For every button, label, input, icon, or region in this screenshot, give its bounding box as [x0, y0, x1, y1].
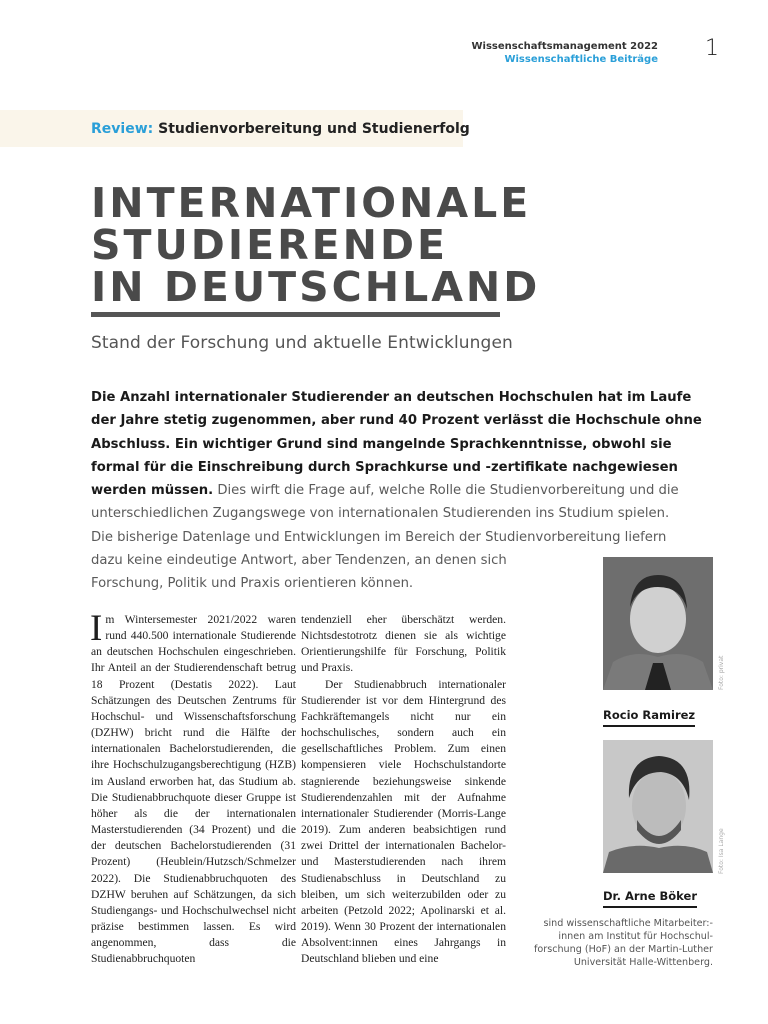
author-bio-line: Universität Halle-Wittenberg. [573, 957, 713, 968]
author-photo-rocio-ramirez [603, 557, 713, 690]
body-paragraph: tendenziell eher überschätzt werden. Nichtsdestotrotz dienen sie als wichtige Orientierungshilfe für Forschung, Politik und Praxis. [301, 613, 506, 675]
title-line-2: STUDIERENDE [91, 221, 449, 269]
body-column-2 [301, 612, 506, 967]
title-line-3: IN DEUTSCHLAND [91, 263, 541, 311]
section-name: Wissenschaftliche Beiträge [504, 54, 658, 65]
running-header [472, 40, 658, 66]
title-underline [91, 312, 500, 317]
lead-line: der Jahre stetig zugenommen, aber rund 40 Prozent verlässt die Hochschule ohne [91, 413, 702, 429]
lead-line-light: dazu keine eindeutige Antwort, aber Tendenzen, an denen sich [91, 553, 507, 569]
portrait-icon [603, 740, 713, 873]
lead-line-light: unterschiedlichen Zugangswege von internationalen Studierenden ins Studium spielen. [91, 506, 670, 522]
page-number: 1 [705, 36, 719, 61]
lead-line-light: Dies wirft die Frage auf, welche Rolle die Studienvorbereitung und die [213, 483, 679, 499]
lead-line: werden müssen. [91, 483, 214, 499]
author-bio [500, 917, 713, 969]
article-subtitle: Stand der Forschung und aktuelle Entwicklungen [91, 333, 513, 353]
author-name: Rocio Ramirez [603, 708, 695, 727]
lead-line: Die Anzahl internationaler Studierender an deutschen Hochschulen hat im Laufe [91, 390, 692, 405]
body-paragraph: Der Studienabbruch internationaler Studierender ist vor dem Hintergrund des Fachkräftemangels nicht nur ein hochschulisches, sondern auch ein gesellschaftliches Problem. Zum einen kompensieren viele Hochschulstandorte stagnierende beziehungsweise sinkende Studierendenzahlen mit der Aufnahme internationaler Studierender (Morris-Lange 2019). Zum anderen beabsichtigen rund zwei Drittel der internationalen Bachelor- und Masterstudierenden nach ihrem Studienabschluss in Deutschland zu bleiben, um sich weiterzubilden oder zu arbeiten (Petzold 2022; Apolinarski et al. 2019). Wenn 30 Prozent der internationalen Absolvent:innen eines Jahrgangs in Deutschland blieben und eine [301, 677, 506, 966]
author-bio-line: forschung (HoF) an der Martin-Luther [534, 944, 713, 955]
photo-credit: Foto: Isa Lange [718, 828, 725, 874]
portrait-icon [603, 557, 713, 690]
lead-line: Abschluss. Ein wichtiger Grund sind mangelnde Sprachkenntnisse, obwohl sie [91, 436, 672, 452]
kicker-topic: Studienvorbereitung und Studienerfolg [158, 121, 470, 137]
author-bio-line: innen am Institut für Hochschul- [558, 931, 713, 942]
lead-line-light: Die bisherige Datenlage und Entwicklungen im Bereich der Studienvorbereitung liefern [91, 529, 667, 545]
lead-line-light: Forschung, Politik und Praxis orientieren können. [91, 576, 414, 592]
author-bio-line: sind wissenschaftliche Mitarbeiter:- [543, 918, 713, 929]
journal-name: Wissenschaftsmanagement 2022 [471, 41, 658, 52]
article-title [91, 179, 541, 311]
drop-cap: I [90, 608, 103, 649]
photo-credit: Foto: privat [718, 655, 725, 690]
author-photo-arne-boeker [603, 740, 713, 873]
lead-line: formal für die Einschreibung durch Sprachkurse und -zertifikate nachgewiesen [91, 459, 678, 475]
title-line-1: INTERNATIONALE [91, 179, 532, 227]
kicker-label: Review: [91, 121, 154, 137]
body-column-1 [90, 608, 296, 967]
body-paragraph: m Wintersemester 2021/2022 waren rund 440.500 internationale Studierende an deutschen Hochschulen eingeschrieben. Ihr Anteil an der Studierendenschaft betrug 18 Prozent (Destatis 2022). Laut Schätzungen des Deutschen Zentrums für Hochschul- und Wissenschaftsforschung (DZHW) bricht rund die Hälfte der internationalen Bachelorstudierenden, die ihre Hochschulzugangsberechtigung (HZB) im Ausland erworben hat, das Studium ab. Die Studienabbruchquote dieser Gruppe ist höher als die der internationalen Masterstudierenden (34 Prozent) und die der deutschen Bachelorstudierenden (31 Prozent) (Heublein/Hutzsch/Schmelzer 2022). Die Studienabbruchquoten des DZHW beruhen auf Schätzungen, da sich Studiengangs- und Hochschulwechsel nicht präzise bestimmen lassen. Es wird angenommen, dass die Studienabbruchquoten [91, 613, 296, 966]
author-name: Dr. Arne Böker [603, 889, 697, 908]
kicker [91, 121, 470, 137]
